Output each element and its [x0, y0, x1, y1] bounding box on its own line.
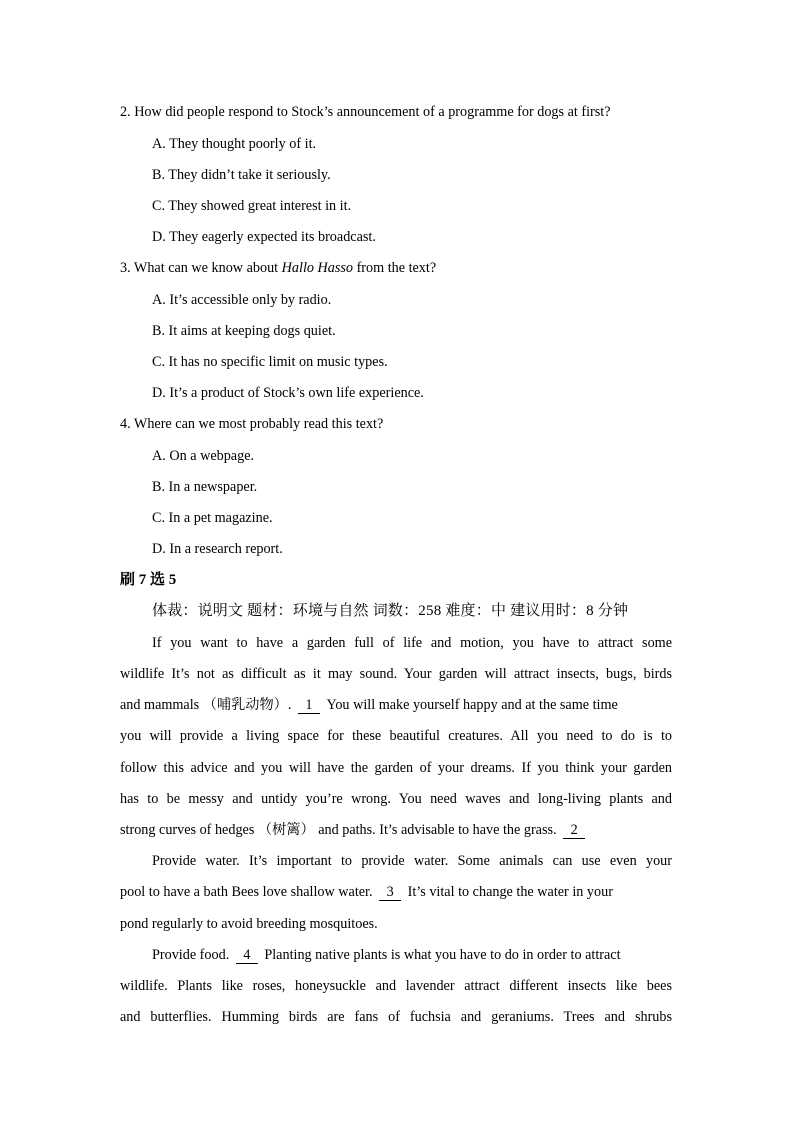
question-3-option-b: B. It aims at keeping dogs quiet. [152, 323, 336, 339]
passage-line [120, 695, 672, 715]
passage-line: wildlife It’s not as difficult as it may sound. Your garden will attract insects, bugs, birds [120, 666, 672, 682]
question-2-option-a: A. They thought poorly of it. [152, 136, 317, 152]
question-3-stem-prefix: 3. What can we know about [120, 260, 282, 276]
passage-text: Planting native plants is what you have to do in order to attract [264, 947, 621, 963]
question-4-option-c: C. In a pet magazine. [152, 510, 273, 526]
question-2-stem: 2. How did people respond to Stock’s announcement of a programme for dogs at first? [120, 104, 611, 120]
passage-line [120, 882, 672, 902]
blank-2: 2 [563, 823, 585, 839]
blank-1: 1 [298, 698, 320, 714]
question-3-stem-suffix: from the text? [353, 260, 437, 276]
passage-line: wildlife. Plants like roses, honeysuckle and lavender attract different insects like bees [120, 978, 672, 994]
question-4-option-d: D. In a research report. [152, 541, 283, 557]
section-title: 刷 7 选 5 [120, 572, 177, 588]
question-3-option-c: C. It has no specific limit on music types. [152, 354, 388, 370]
question-3-option-d: D. It’s a product of Stock’s own life experience. [152, 385, 424, 401]
passage-line: has to be messy and untidy you’re wrong. You need waves and long-living plants and [120, 791, 672, 807]
passage-line: and butterflies. Humming birds are fans of fuchsia and geraniums. Trees and shrubs [120, 1009, 672, 1025]
passage-line [152, 945, 672, 965]
passage-line [120, 820, 672, 840]
passage-line: Provide water. It’s important to provide water. Some animals can use even your [152, 853, 672, 869]
passage-text: It’s vital to change the water in your [407, 884, 613, 900]
question-3-option-a: A. It’s accessible only by radio. [152, 292, 332, 308]
blank-3: 3 [379, 885, 401, 901]
question-4-option-a: A. On a webpage. [152, 448, 255, 464]
question-3-stem-title: Hallo Hasso [281, 260, 354, 276]
question-2-option-c: C. They showed great interest in it. [152, 198, 352, 214]
passage-text: Provide food. [152, 947, 230, 963]
passage-line: pond regularly to avoid breeding mosquitoes. [120, 916, 378, 932]
passage-text: You will make yourself happy and at the same time [326, 697, 618, 713]
section-meta: 体裁：说明文 题材：环境与自然 词数：258 难度：中 建议用时：8 分钟 [152, 603, 629, 619]
question-2-option-d: D. They eagerly expected its broadcast. [152, 229, 376, 245]
passage-line: follow this advice and you will have the garden of your dreams. If you think your garden [120, 760, 672, 776]
passage-text: and mammals （哺乳动物）. [120, 697, 292, 713]
passage-line: you will provide a living space for these beautiful creatures. All you need to do is to [120, 728, 672, 744]
blank-4: 4 [236, 948, 258, 964]
question-4-option-b: B. In a newspaper. [152, 479, 258, 495]
question-4-stem: 4. Where can we most probably read this text? [120, 416, 384, 432]
passage-text: pool to have a bath Bees love shallow water. [120, 884, 373, 900]
passage-line: If you want to have a garden full of life and motion, you have to attract some [152, 635, 672, 651]
question-2-option-b: B. They didn’t take it seriously. [152, 167, 331, 183]
question-3-stem [120, 258, 672, 278]
passage-text: strong curves of hedges （树篱） and paths. It’s advisable to have the grass. [120, 822, 557, 838]
